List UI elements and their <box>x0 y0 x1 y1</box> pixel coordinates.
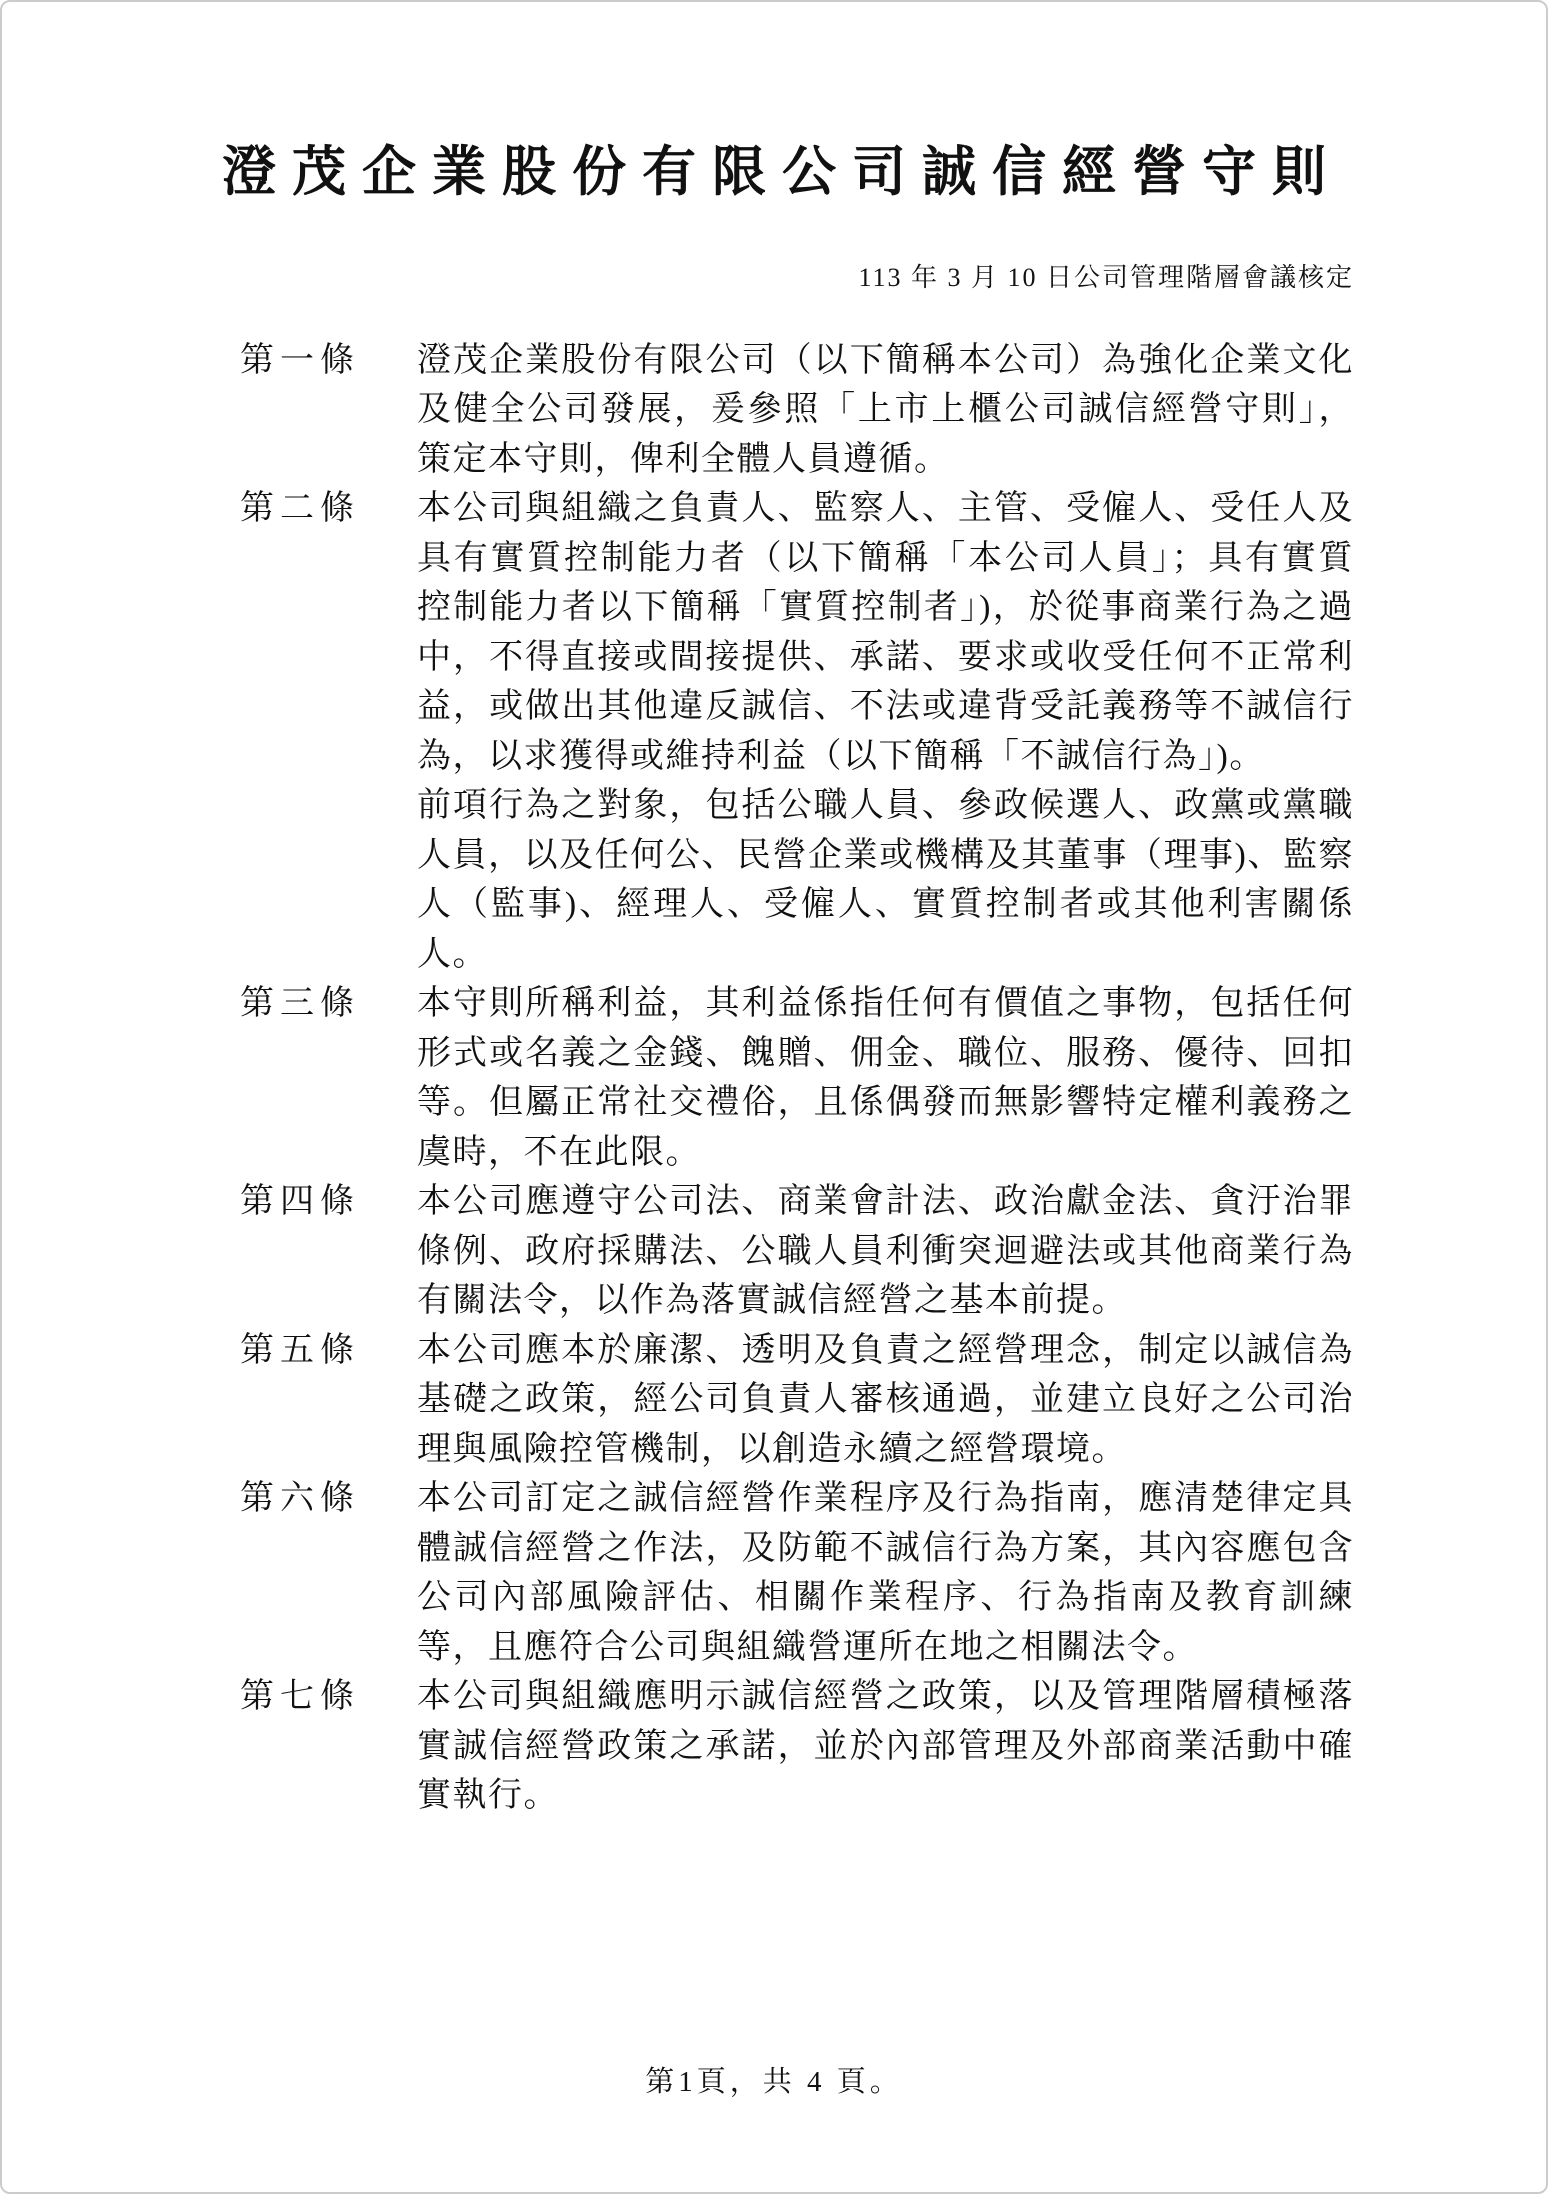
article-label: 第六條 <box>240 1480 360 1518</box>
article <box>240 336 1354 485</box>
article-body <box>417 1177 1354 1326</box>
article <box>240 1177 1354 1326</box>
article-label: 第七條 <box>240 1678 360 1716</box>
articles-list <box>240 336 1354 1821</box>
article <box>240 1672 1354 1821</box>
article-paragraph: 前項行為之對象，包括公職人員、參政候選人、政黨或黨職人員，以及任何公、民營企業或機構及其董事（理事)、監察人（監事)、經理人、受僱人、實質控制者或其他利害關係人。 <box>417 787 1354 973</box>
article <box>240 979 1354 1177</box>
article-paragraph: 本公司與組織應明示誠信經營之政策，以及管理階層積極落實誠信經營政策之承諾，並於內部管理及外部商業活動中確實執行。 <box>417 1678 1354 1815</box>
article-paragraph: 本公司應遵守公司法、商業會計法、政治獻金法、貪汙治罪條例、政府採購法、公職人員利衝突迴避法或其他商業行為有關法令，以作為落實誠信經營之基本前提。 <box>417 1183 1354 1320</box>
article-paragraph: 澄茂企業股份有限公司（以下簡稱本公司）為強化企業文化及健全公司發展，爰參照「上市上櫃公司誠信經營守則」，策定本守則，俾利全體人員遵循。 <box>417 341 1354 478</box>
article-label: 第三條 <box>240 985 360 1023</box>
article-paragraph: 本公司與組織之負責人、監察人、主管、受僱人、受任人及具有實質控制能力者（以下簡稱「本公司人員」；具有實質控制能力者以下簡稱「實質控制者」)，於從事商業行為之過中，不得直接或間接提供、承諾、要求或收受任何不正常利益，或做出其他違反誠信、不法或違背受託義務等不誠信行為，以求獲得或維持利益（以下簡稱「不誠信行為」)。 <box>417 490 1354 775</box>
article-body <box>417 336 1354 485</box>
article-label: 第五條 <box>240 1331 360 1369</box>
article <box>240 1326 1354 1475</box>
document-title: 澄茂企業股份有限公司誠信經營守則 <box>222 142 1342 202</box>
article-paragraph: 本公司應本於廉潔、透明及負責之經營理念，制定以誠信為基礎之政策，經公司負責人審核通過，並建立良好之公司治理與風險控管機制，以創造永續之經營環境。 <box>417 1331 1354 1468</box>
article-body <box>417 1326 1354 1475</box>
page-footer: 第1頁，共 4 頁。 <box>645 2066 903 2098</box>
article-label: 第四條 <box>240 1183 360 1221</box>
article-label: 第二條 <box>240 490 360 528</box>
approval-note: 113 年 3 月 10 日公司管理階層會議核定 <box>858 262 1354 292</box>
article-paragraph: 本守則所稱利益，其利益係指任何有價值之事物，包括任何形式或名義之金錢、餽贈、佣金、職位、服務、優待、回扣等。但屬正常社交禮俗，且係偶發而無影響特定權利義務之虞時，不在此限。 <box>417 985 1354 1171</box>
article-body <box>417 979 1354 1177</box>
article-body <box>417 1672 1354 1821</box>
article-paragraph: 本公司訂定之誠信經營作業程序及行為指南，應清楚律定具體誠信經營之作法，及防範不誠信行為方案，其內容應包含公司內部風險評估、相關作業程序、行為指南及教育訓練等，且應符合公司與組織營運所在地之相關法令。 <box>417 1480 1354 1666</box>
article <box>240 1474 1354 1672</box>
article-body <box>417 1474 1354 1672</box>
article-label: 第一條 <box>240 341 360 379</box>
article <box>240 484 1354 979</box>
article-body <box>417 484 1354 979</box>
